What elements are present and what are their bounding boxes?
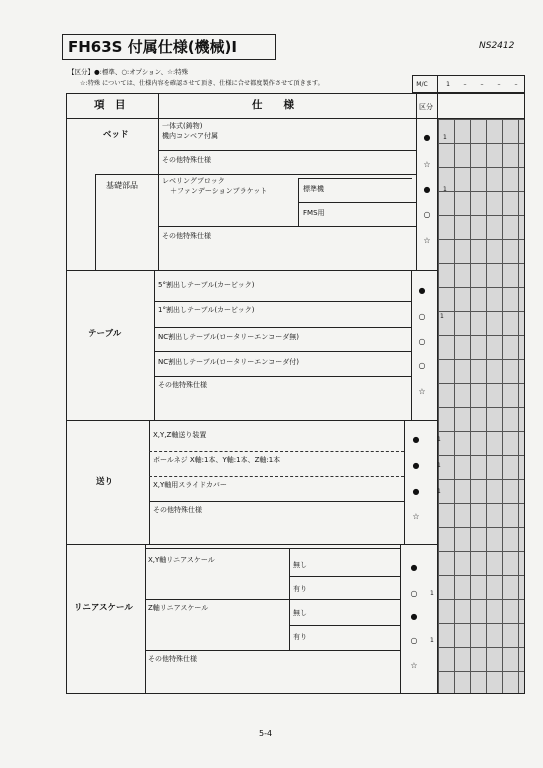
table-row-3-label: NC割出しテーブル(ロータリーエンコーダ無): [158, 333, 299, 341]
mc-grid-area: [438, 119, 524, 693]
table-row-4-label: NC割出しテーブル(ロータリーエンコーダ付): [158, 358, 299, 366]
table-row-5-label: その他特殊仕様: [158, 381, 207, 389]
mc-value-4: –: [497, 81, 501, 88]
header-spec: 仕 様: [252, 99, 294, 111]
mc-label: M/C: [416, 81, 428, 88]
mc-value-3: –: [480, 81, 484, 88]
linear-z-none-mark: ●: [410, 612, 418, 621]
section-linear-scale-name: リニアスケール: [74, 603, 133, 613]
section-table-name: テーブル: [88, 329, 122, 339]
foundation-spec2-mark: ☆: [423, 236, 431, 245]
foundation-spec1a: レベリングブロック: [162, 177, 225, 185]
table-row-2-label: 1°割出しテーブル(カービック): [158, 306, 255, 314]
linear-xy-yes: 有り: [293, 585, 307, 593]
linear-xy-none: 無し: [293, 561, 307, 569]
foundation-opt1-mark: ●: [423, 185, 431, 194]
foundation-opt2: FMS用: [303, 209, 325, 217]
linear-z-none: 無し: [293, 609, 307, 617]
linear-z-yes-qty: 1: [430, 637, 434, 644]
table-row-5-mark: ☆: [418, 387, 426, 396]
bed-spec1-mark: ●: [423, 133, 431, 142]
foundation-spec1b: ＋ファンデーションブラケット: [170, 187, 268, 195]
linear-xy-none-mark: ●: [410, 563, 418, 572]
document-number: NS2412: [479, 41, 515, 51]
table-row-1-mark: ●: [418, 286, 426, 295]
table-row-2-qty: 1: [440, 313, 444, 320]
legend-line-2: ☆:特殊 については、仕様内容を確認させて頂き、仕様に合せ都度製作させて頂きます。: [80, 80, 324, 87]
header-item: 項 目: [94, 99, 126, 111]
linear-xy-label: X,Y軸リニアスケール: [148, 556, 215, 564]
bed-spec2: その他特殊仕様: [162, 156, 211, 164]
linear-z-label: Z軸リニアスケール: [148, 604, 209, 612]
feed-row-1-label: X,Y,Z軸送り装置: [153, 431, 207, 439]
feed-row-3-mark: ●: [412, 487, 420, 496]
feed-row-1-mark: ●: [412, 435, 420, 444]
table-row-4-mark: ○: [418, 361, 426, 370]
linear-z-yes-mark: ○: [410, 636, 418, 645]
linear-other-mark: ☆: [410, 661, 418, 670]
mc-value-1: 1: [446, 81, 450, 88]
feed-row-3-qty: 1: [437, 488, 441, 495]
bed-spec1-qty: 1: [443, 134, 447, 141]
section-foundation-name: 基礎部品: [106, 181, 138, 190]
table-row-1-label: 5°割出しテーブル(カービック): [158, 281, 255, 289]
feed-row-3-label: X,Y軸用スライドカバー: [153, 481, 227, 489]
linear-xy-yes-qty: 1: [430, 590, 434, 597]
bed-spec1: 一体式(鋳物): [162, 122, 203, 130]
page-title: FH63S 付属仕様(機械)Ⅰ: [62, 34, 276, 60]
feed-row-4-label: その他特殊仕様: [153, 506, 202, 514]
linear-z-yes: 有り: [293, 633, 307, 641]
bed-spec1b: 機内コンベア付属: [162, 132, 218, 140]
page-number: 5-4: [259, 729, 273, 738]
foundation-opt1: 標準機: [303, 185, 324, 193]
mc-value-5: –: [514, 81, 518, 88]
feed-row-2-mark: ●: [412, 461, 420, 470]
foundation-opt1-qty: 1: [443, 186, 447, 193]
table-row-2-mark: ○: [418, 312, 426, 321]
legend-line-1: 【区分】●:標準、○:オプション、☆:特殊: [68, 68, 189, 76]
feed-row-2-label: ボールネジ X軸:1本、Y軸:1本、Z軸:1本: [153, 456, 281, 464]
feed-row-1-qty: 1: [437, 436, 441, 443]
section-feed-name: 送り: [96, 477, 114, 487]
bed-spec2-mark: ☆: [423, 160, 431, 169]
table-row-3-mark: ○: [418, 337, 426, 346]
foundation-opt2-mark: ○: [423, 210, 431, 219]
feed-row-2-qty: 1: [437, 462, 441, 469]
section-bed-name: ベッド: [103, 130, 129, 140]
linear-xy-yes-mark: ○: [410, 589, 418, 598]
foundation-spec2: その他特殊仕様: [162, 232, 211, 240]
linear-other-label: その他特殊仕様: [148, 655, 197, 663]
header-category: 区分: [419, 103, 433, 111]
mc-value-2: –: [463, 81, 467, 88]
feed-row-4-mark: ☆: [412, 512, 420, 521]
